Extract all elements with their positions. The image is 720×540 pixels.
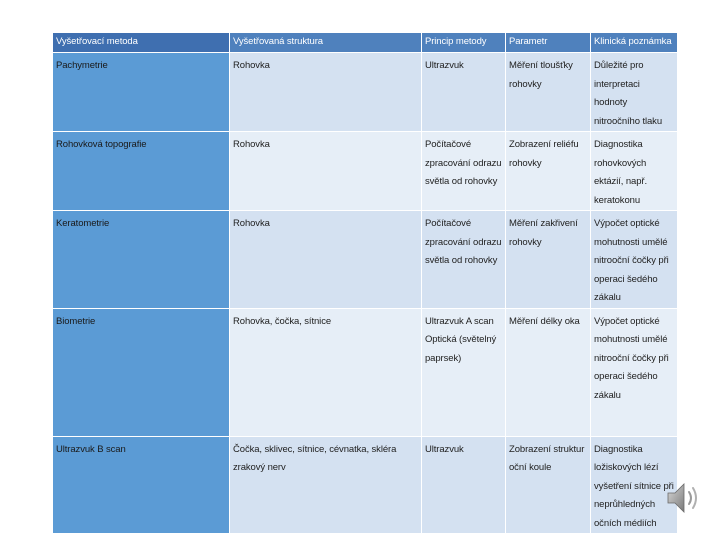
cell-principle: Počítačové zpracování odrazu světla od rohovky <box>422 132 506 211</box>
cell-method: Ultrazvuk B scan <box>53 436 230 534</box>
cell-structure: Rohovka, čočka, sítnice <box>230 308 422 436</box>
header-parameter: Parametr <box>506 33 591 53</box>
header-note: Klinická poznámka <box>591 33 678 53</box>
cell-note: Výpočet optické mohutnosti umělé nitrooční čočky při operaci šedého zákalu <box>591 308 678 436</box>
methods-table <box>52 32 678 534</box>
table-header-row <box>53 33 678 53</box>
table-row <box>53 53 678 132</box>
table-row <box>53 436 678 534</box>
cell-parameter: Zobrazení struktur oční koule <box>506 436 591 534</box>
cell-structure: Rohovka <box>230 132 422 211</box>
table-row <box>53 308 678 436</box>
cell-method: Rohovková topografie <box>53 132 230 211</box>
cell-note: Diagnostika rohovkových ektázií, např. keratokonu <box>591 132 678 211</box>
cell-structure: Rohovka <box>230 211 422 309</box>
cell-structure: Rohovka <box>230 53 422 132</box>
cell-structure: Čočka, sklivec, sítnice, cévnatka, skléra zrakový nerv <box>230 436 422 534</box>
header-method: Vyšetřovací metoda <box>53 33 230 53</box>
cell-principle: Počítačové zpracování odrazu světla od rohovky <box>422 211 506 309</box>
cell-method: Biometrie <box>53 308 230 436</box>
header-principle: Princip metody <box>422 33 506 53</box>
cell-parameter: Zobrazení reliéfu rohovky <box>506 132 591 211</box>
cell-parameter: Měření tloušťky rohovky <box>506 53 591 132</box>
cell-note: Důležité pro interpretaci hodnoty nitroočního tlaku <box>591 53 678 132</box>
cell-principle: Ultrazvuk <box>422 436 506 534</box>
cell-principle: Ultrazvuk <box>422 53 506 132</box>
table-row <box>53 211 678 309</box>
cell-parameter: Měření zakřivení rohovky <box>506 211 591 309</box>
table-row <box>53 132 678 211</box>
cell-method: Keratometrie <box>53 211 230 309</box>
cell-note: Výpočet optické mohutnosti umělé nitrooční čočky při operaci šedého zákalu <box>591 211 678 309</box>
header-structure: Vyšetřovaná struktura <box>230 33 422 53</box>
cell-method: Pachymetrie <box>53 53 230 132</box>
speaker-icon[interactable] <box>664 478 704 518</box>
cell-principle: Ultrazvuk A scan Optická (světelný paprsek) <box>422 308 506 436</box>
cell-parameter: Měření délky oka <box>506 308 591 436</box>
cell-note: Diagnostika ložiskových lézí vyšetření sítnice při neprůhledných očních médiích <box>591 436 678 534</box>
